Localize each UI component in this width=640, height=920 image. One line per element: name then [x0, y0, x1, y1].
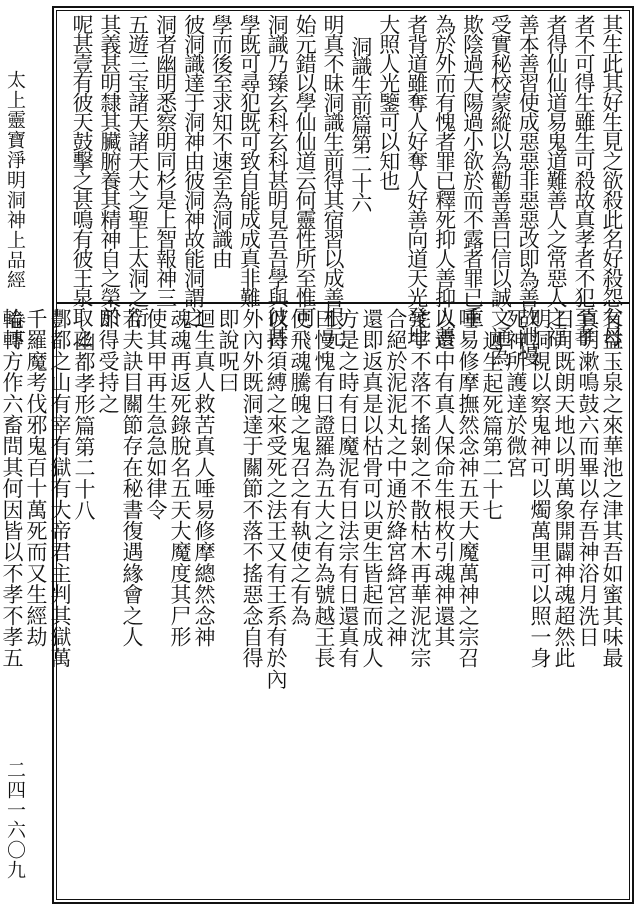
text-column: 大照人光鑒可以知也: [376, 14, 401, 190]
text-column: 五遊三宝諸天諸天大之聖上太洞之衍: [125, 14, 150, 326]
text-column: 始元錯以學仙仙道云何靈性所至惟可: [293, 14, 318, 326]
text-column: 死神所護達於微宮: [504, 308, 528, 478]
text-column: 善本善習使成惡惡非惡惡改即為善故泄慢: [516, 14, 541, 365]
text-column: 宅宇不落不搖剝之不散枯木再華泥沈宗: [408, 308, 432, 669]
text-column: 洞識乃臻玄科玄科甚明見吾吾學與彼甚: [265, 14, 290, 346]
text-column: 千羅魔考伐邪鬼百十萬死而又生經劫: [24, 308, 48, 648]
text-column: 為於外而有愧者罪已釋死抑人善抑人善: [432, 14, 457, 346]
text-column: 合絕於泥泥丸之中通於絳宮絳宮之神: [384, 308, 408, 648]
text-column: 若夫訣目關節存在秘書復遇緣會之人: [120, 308, 144, 648]
text-column: 其義甚明隸其臟腑養其精神自之榮於: [97, 14, 122, 326]
text-column: 即說呪曰: [216, 308, 240, 393]
text-column: 欺陰過大陽過小欲於而不露者罪已重: [460, 14, 485, 326]
text-column: 學而後至求知不速至為洞識由: [209, 14, 234, 268]
text-column: 洞者幽明悉察明同杉是上智報神三: [153, 14, 178, 307]
text-column: 者背道雖奪人好奪人好善向道天光發地: [404, 14, 429, 346]
chapter-heading: 幽都孝形篇第二十八: [72, 330, 96, 521]
text-column: 日月既朗天地以明萬象開闢神魂超然此: [552, 308, 576, 669]
text-column: 方是之時有日魔泥有日法宗有日還真有: [336, 308, 360, 669]
text-column: 曰慢愧有日證羅為五大之有為號越王長: [312, 308, 336, 669]
chapter-heading: 洞識生前篇第二十六: [348, 36, 373, 212]
text-column: 明洞視以察鬼神可以燭萬里可以照一身: [528, 308, 552, 669]
text-column: 真明漱鳴鼓六而畢以存吾神浴月洗日: [576, 308, 600, 648]
text-column: 彼洞識達于洞神由彼洞神故能洞謂之: [181, 14, 206, 326]
text-column: 學既可尋犯既可致自能成成真非難: [237, 14, 262, 307]
text-column: 輪轉方作六畜問其何因皆以不孝不孝五: [0, 308, 24, 669]
text-column: 還即返真是以枯骨可以更生皆起而成人: [360, 308, 384, 669]
text-column: 其生此其好生見之欲殺此名好殺怨父母: [599, 14, 624, 346]
text-column: 酆都之山有宰有獄有大帝君主判其獄萬: [48, 308, 72, 669]
text-column: 魂魂再返死錄脫名五天大魔度其尸形: [168, 308, 192, 648]
text-column: 者得仙仙道易鬼道難善人之常惡人之福: [544, 14, 569, 346]
margin-page-number: 二四一六〇九: [4, 760, 26, 880]
text-column: 外內外既洞達于關節不落不搖惡念自得: [240, 308, 264, 669]
text-column: 即得受持之: [96, 308, 120, 414]
text-column: 以持須縛之來受死之法王又有王系有於內: [264, 308, 288, 690]
text-column: 明真不昧洞識生前得其宿習以成善根元: [321, 14, 346, 346]
text-column: 以還中有真人保命生根枚引魂神還其: [432, 308, 456, 648]
text-column: 呢甚壹有彼天鼓擊之甚鳴有彼王泉取之: [70, 14, 94, 346]
text-column: 者不可得生雖生可殺故真孝者不犯至孝: [572, 14, 597, 346]
text-column: 使飛魂騰魄之鬼召之有執使之有為: [288, 308, 312, 626]
chapter-heading: 迴生起死篇第二十七: [480, 330, 504, 521]
text-column: 使其甲再生急急如律令: [144, 308, 168, 520]
text-column: 受實秘校蒙縱以為勸善善曰信以誠文通為: [488, 14, 513, 365]
text-column: 有益玉泉之來華池之津其吾如蜜其味最: [600, 308, 624, 669]
margin-title: 太上靈寶淨明洞神上品經 卷下: [4, 70, 26, 350]
text-column: 唾易修摩撫然念神五天大魔萬神之宗召: [456, 308, 480, 669]
text-column: 迴生真人救苦真人唾易修摩總然念神: [192, 308, 216, 648]
